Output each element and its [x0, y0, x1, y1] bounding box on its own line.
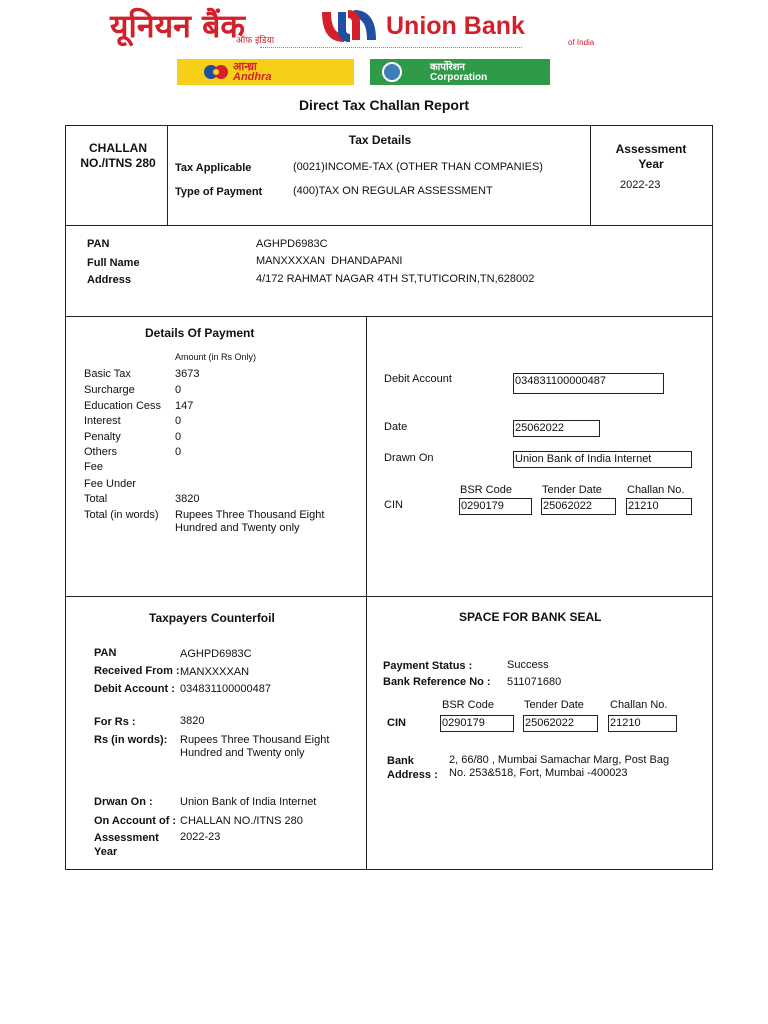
andhra-hindi: आन्ध्रा [233, 60, 257, 73]
payment-header: Details Of Payment [145, 326, 255, 340]
challan-divider-right [590, 125, 591, 226]
cf-pan-label: PAN [94, 647, 117, 659]
cf-assessment-label: Assessment Year [94, 832, 159, 858]
type-of-payment-value: (400)TAX ON REGULAR ASSESSMENT [293, 185, 493, 197]
row-value-penalty: 0 [175, 431, 182, 443]
challan-no-field: 21210 [626, 498, 692, 515]
cin-label: CIN [384, 499, 403, 511]
tax-applicable-label: Tax Applicable [175, 162, 252, 174]
pan-label: PAN [87, 238, 110, 250]
address-value: 4/172 RAHMAT NAGAR 4TH ST,TUTICORIN,TN,628002 [256, 273, 535, 285]
cf-pan-value: AGHPD6983C [180, 648, 252, 660]
corporation-bank-logo [370, 59, 550, 85]
seal-cin-label: CIN [387, 717, 406, 729]
type-of-payment-label: Type of Payment [175, 186, 263, 198]
tender-date-label: Tender Date [542, 484, 602, 496]
tax-details-header: Tax Details [348, 133, 412, 147]
cf-debit-account-label: Debit Account : [94, 683, 175, 695]
drawn-on-label: Drawn On [384, 452, 434, 464]
row-label-total: Total [84, 493, 108, 505]
assessment-year-label: Assessment Year [615, 142, 687, 171]
seal-challan-no-label: Challan No. [610, 699, 668, 711]
tax-applicable-value: (0021)INCOME-TAX (OTHER THAN COMPANIES) [293, 161, 543, 173]
date-field: 25062022 [513, 420, 600, 437]
row-value-interest: 0 [175, 415, 182, 427]
row-value-total-words: Rupees Three Thousand Eight Hundred and Twenty only [175, 509, 325, 534]
row-value-basic-tax: 3673 [175, 368, 200, 380]
bsr-code-label: BSR Code [460, 484, 512, 496]
cf-drawn-on-value: Union Bank of India Internet [180, 796, 317, 808]
union-bank-emblem-icon [318, 6, 380, 46]
payment-status-value: Success [507, 659, 549, 671]
debit-account-label: Debit Account [384, 373, 452, 385]
taxpayer-box [65, 225, 713, 317]
challan-divider-left [167, 125, 168, 226]
row-label-basic-tax: Basic Tax [84, 368, 131, 380]
corporation-emblem-icon [382, 62, 402, 82]
row-label-total-words: Total (in words) [84, 509, 159, 521]
counterfoil-box [65, 596, 713, 870]
bank-seal-header: SPACE FOR BANK SEAL [459, 610, 602, 624]
bank-tagline-hindi: ऑफ इंडिया [236, 36, 275, 46]
bank-name: Union Bank [386, 12, 525, 40]
seal-challan-no-field: 21210 [608, 715, 677, 732]
full-name-label: Full Name [87, 257, 140, 269]
cf-drawn-on-label: Drwan On : [94, 796, 153, 808]
row-value-total: 3820 [175, 493, 200, 505]
row-value-education-cess: 147 [175, 400, 194, 412]
assessment-year-value: 2022-23 [620, 179, 661, 191]
bank-address-label: Bank Address : [387, 755, 438, 781]
bank-name-hindi: यूनियन बैंक [110, 7, 245, 45]
debit-account-field: 034831100000487 [513, 373, 664, 394]
address-label: Address [87, 274, 132, 286]
cf-on-account-label: On Account of : [94, 815, 177, 827]
payment-divider [366, 316, 367, 597]
cf-rs-words-label: Rs (in words): [94, 734, 168, 746]
payment-status-label: Payment Status : [383, 660, 473, 672]
seal-bsr-code-field: 0290179 [440, 715, 514, 732]
row-value-others: 0 [175, 446, 182, 458]
counterfoil-header: Taxpayers Counterfoil [149, 611, 275, 625]
bank-ref-value: 511071680 [507, 676, 562, 688]
bsr-code-field: 0290179 [459, 498, 532, 515]
cf-debit-account-value: 034831100000487 [180, 683, 271, 695]
tender-date-field: 25062022 [541, 498, 616, 515]
cf-received-from-value: MANXXXXAN [180, 666, 250, 678]
logo-divider [260, 47, 522, 48]
cf-for-rs-value: 3820 [180, 715, 205, 727]
corporation-hindi: कार्पोरेशन [430, 62, 465, 73]
andhra-emblem-icon [203, 62, 229, 82]
andhra-bank-logo [177, 59, 354, 85]
row-label-fee: Fee [84, 461, 103, 473]
cf-assessment-value: 2022-23 [180, 831, 221, 843]
cf-received-from-label: Received From : [94, 665, 180, 677]
seal-tender-date-field: 25062022 [523, 715, 598, 732]
row-value-surcharge: 0 [175, 384, 182, 396]
report-title: Direct Tax Challan Report [298, 97, 470, 113]
cf-for-rs-label: For Rs : [94, 716, 136, 728]
pan-value: AGHPD6983C [256, 238, 328, 250]
drawn-on-field: Union Bank of India Internet [513, 451, 692, 468]
counterfoil-divider [366, 596, 367, 870]
seal-tender-date-label: Tender Date [524, 699, 584, 711]
row-label-fee-under: Fee Under [84, 478, 136, 490]
full-name-value: MANXXXXAN DHANDAPANI [256, 255, 403, 267]
challan-label: CHALLAN NO./ITNS 280 [80, 141, 156, 170]
bank-ref-label: Bank Reference No : [383, 676, 491, 688]
cf-rs-words-value: Rupees Three Thousand Eight Hundred and Twenty only [180, 734, 330, 759]
row-label-education-cess: Education Cess [84, 400, 162, 412]
bank-tagline: of India [568, 38, 595, 47]
date-label: Date [384, 421, 408, 433]
corporation-label: Corporation [430, 72, 488, 83]
amount-note: Amount (in Rs Only) [175, 352, 257, 362]
challan-no-label: Challan No. [627, 484, 685, 496]
seal-bsr-code-label: BSR Code [442, 699, 494, 711]
row-label-interest: Interest [84, 415, 121, 427]
cf-on-account-value: CHALLAN NO./ITNS 280 [180, 815, 303, 827]
andhra-label: Andhra [233, 71, 272, 83]
bank-address-value: 2, 66/80 , Mumbai Samachar Marg, Post Bag No. 253&518, Fort, Mumbai -400023 [449, 754, 670, 779]
row-label-surcharge: Surcharge [84, 384, 135, 396]
row-label-others: Others [84, 446, 118, 458]
row-label-penalty: Penalty [84, 431, 121, 443]
